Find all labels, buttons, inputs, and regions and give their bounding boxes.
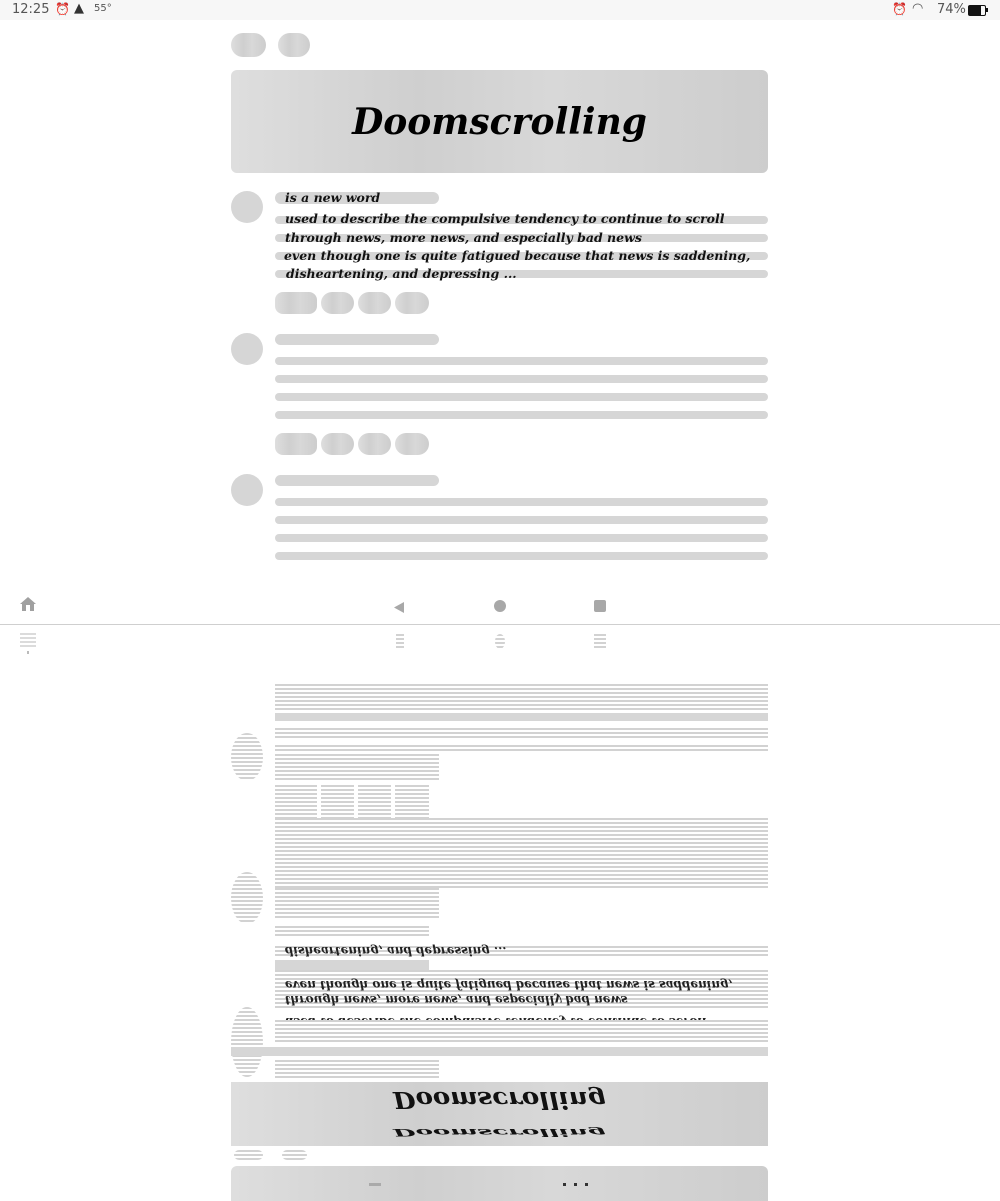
skeleton-line	[275, 1020, 768, 1042]
skeleton-line	[275, 728, 768, 738]
home-circle-icon	[495, 634, 505, 649]
status-time: 12:25	[12, 2, 50, 17]
skeleton-line	[275, 393, 768, 401]
definition-line: used to describe the compulsive tendency to continue to scroll	[285, 211, 725, 226]
wifi-icon: ◠	[912, 1, 924, 16]
definition-line: through news, more news, and especially bad news	[285, 230, 642, 245]
skeleton-chip	[282, 1150, 307, 1160]
alarm-icon: ⏰	[892, 2, 907, 16]
skeleton-action-button[interactable]	[275, 292, 317, 314]
definition-line: even though one is quite fatigued because that news is saddening,	[285, 978, 733, 992]
recents-square-icon	[594, 634, 606, 649]
definition-line: disheartening, and depressing ...	[286, 266, 517, 281]
skeleton-action-button[interactable]	[395, 433, 429, 455]
temperature: 55°	[94, 3, 112, 14]
back-triangle-icon	[369, 1183, 381, 1186]
skeleton-line	[275, 498, 768, 506]
skeleton-chip	[234, 1150, 263, 1160]
header-banner	[231, 1166, 768, 1201]
back-triangle-icon	[396, 634, 404, 649]
home-icon	[20, 633, 36, 649]
avatar[interactable]	[231, 474, 263, 506]
skeleton-line	[275, 552, 768, 560]
warning-icon: ▲	[74, 1, 84, 16]
definition-line: even though one is quite fatigued because that news is saddening,	[284, 248, 751, 263]
avatar	[231, 872, 263, 924]
avatar	[231, 733, 263, 781]
skeleton-line	[275, 334, 439, 345]
battery-icon	[968, 5, 986, 16]
divider	[0, 624, 1000, 625]
skeleton-action-button[interactable]	[358, 433, 391, 455]
header-banner	[231, 1047, 768, 1056]
skeleton-action-button[interactable]	[395, 292, 429, 314]
skeleton-action-button[interactable]	[358, 292, 391, 314]
skeleton-action-button	[275, 960, 429, 970]
skeleton-line	[275, 375, 768, 383]
avatar[interactable]	[231, 191, 263, 223]
home-circle-icon[interactable]	[494, 600, 506, 612]
skeleton-line	[275, 1060, 439, 1078]
definition-line: through news, more news, and especially bad news	[285, 993, 628, 1007]
definition-line: is a new word	[285, 190, 381, 205]
status-bar	[0, 0, 1000, 20]
divider	[27, 651, 29, 654]
skeleton-action-button	[275, 926, 429, 938]
skeleton-line	[275, 411, 768, 419]
page-title	[563, 1183, 593, 1186]
recents-square-icon[interactable]	[594, 600, 606, 612]
back-triangle-icon[interactable]	[393, 599, 405, 618]
skeleton-line	[275, 534, 768, 542]
skeleton-line	[275, 888, 439, 918]
page-title: Doomscrolling	[352, 100, 647, 143]
home-icon[interactable]	[19, 596, 37, 612]
skeleton-action-button[interactable]	[321, 433, 354, 455]
battery-percent: 74%	[937, 2, 966, 17]
skeleton-line	[275, 516, 768, 524]
definition-line: disheartening, and depressing ...	[285, 944, 507, 958]
skeleton-chip[interactable]	[278, 33, 310, 57]
skeleton-line	[275, 684, 768, 710]
battery-fill	[969, 6, 981, 15]
battery-tip	[986, 8, 988, 12]
skeleton-action-button[interactable]	[321, 292, 354, 314]
page-title: Doomscrolling	[393, 1085, 606, 1113]
skeleton-line	[275, 357, 768, 365]
page-title: Doomscrolling	[393, 1126, 606, 1138]
skeleton-action-button[interactable]	[275, 433, 317, 455]
skeleton-line	[275, 475, 439, 486]
skeleton-line	[275, 713, 768, 721]
skeleton-line	[275, 754, 439, 780]
avatar	[231, 1007, 263, 1077]
skeleton-line	[275, 818, 768, 888]
skeleton-line	[275, 745, 768, 751]
skeleton-chip[interactable]	[231, 33, 266, 57]
avatar[interactable]	[231, 333, 263, 365]
alarm-icon: ⏰	[55, 2, 70, 16]
